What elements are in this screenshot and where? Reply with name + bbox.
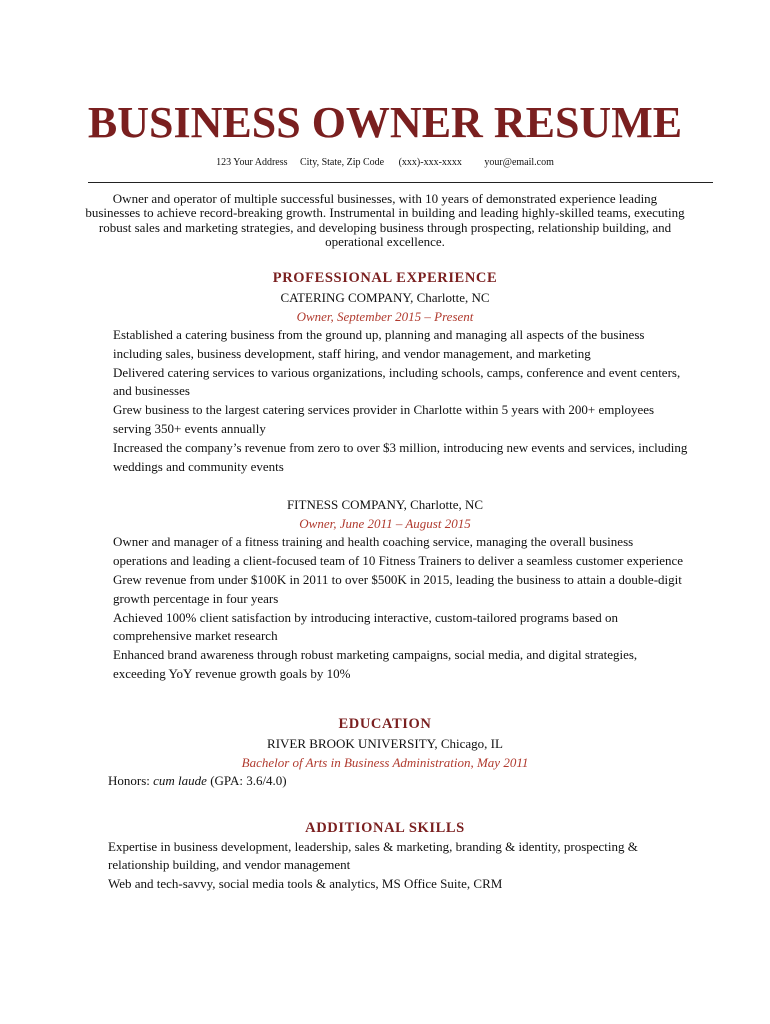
education-bullets: [0, 772, 770, 791]
honors-value: cum laude: [153, 772, 207, 788]
list-item: [0, 326, 770, 364]
summary-paragraph: Owner and operator of multiple successful businesses, with 10 years of demonstrated experience leading businesses to achieve record-breaking growth. Instrumental in building and leading highly-skilled teams, executing robust sales and marketing strategies, and developing business through prospecting, relationship building, and operational excellence.: [85, 191, 685, 250]
contact-city: City, State, Zip Code: [300, 157, 385, 168]
bullet-text: Grew business to the largest catering services provider in Charlotte within 5 years with 200+ employees serving 350+ events annually: [113, 402, 655, 436]
skills-section-title: ADDITIONAL SKILLS: [305, 819, 465, 836]
job-company: CATERING COMPANY, Charlotte, NC: [280, 290, 490, 305]
contact-phone: (xxx)-xxx-xxxx: [398, 157, 462, 168]
bullet-text: Owner and manager of a fitness training and health coaching service, managing the overall business operations and leading a client-focused team of 10 Fitness Trainers to deliver a seamless customer experience: [113, 534, 684, 569]
bullet-text: Web and tech-savvy, social media tools & analytics, MS Office Suite, CRM: [108, 876, 503, 892]
school-name: RIVER BROOK UNIVERSITY, Chicago, IL: [267, 735, 503, 751]
list-item: [0, 364, 770, 402]
job-bullets: [0, 533, 770, 683]
list-item: [0, 772, 770, 791]
list-item: [0, 609, 770, 647]
list-item: [0, 838, 770, 876]
bullet-text: Expertise in business development, leadership, sales & marketing, branding & identity, prospecting & relationship building, and vendor management: [108, 838, 638, 873]
contact-email[interactable]: your@email.com: [484, 157, 554, 168]
bullet-text: Grew revenue from under $100K in 2011 to over $500K in 2015, leading the business to attain a double-digit growth percentage in four years: [113, 571, 682, 606]
bullet-text: Enhanced brand awareness through robust marketing campaigns, social media, and digital strategies, exceeding YoY revenue growth goals by 10%: [113, 647, 638, 681]
honors-label: Honors:: [108, 772, 154, 788]
education-section-title: EDUCATION: [338, 715, 432, 732]
job-role: Owner, September 2015 – Present: [296, 309, 474, 324]
list-item: [0, 439, 770, 477]
list-item: [0, 571, 770, 609]
list-item: [0, 875, 770, 894]
header-divider: [88, 182, 713, 183]
honors-gpa: (GPA: 3.6/4.0): [206, 772, 287, 788]
degree: Bachelor of Arts in Business Administration, May 2011: [241, 754, 529, 770]
skills-bullets: [0, 838, 770, 894]
contact-address: 123 Your Address: [216, 157, 288, 168]
resume-content: [0, 268, 770, 894]
bullet-text: Increased the company’s revenue from zero to over $3 million, introducing new events and services, including weddings and community events: [113, 439, 688, 474]
bullet-text: Established a catering business from the ground up, planning and managing all aspects of the business including sales, business development, staff hiring, and vendor management, and marketing: [113, 327, 645, 361]
list-item: [0, 646, 770, 684]
resume-title: BUSINESS OWNER RESUME: [87, 98, 683, 147]
list-item: [0, 401, 770, 439]
job-bullets: [0, 326, 770, 476]
job-role: Owner, June 2011 – August 2015: [299, 516, 471, 532]
bullet-text: Achieved 100% client satisfaction by introducing interactive, custom-tailored programs based on comprehensive market research: [113, 609, 619, 644]
bullet-text: Delivered catering services to various organizations, including schools, camps, conference and event centers, and businesses: [113, 364, 681, 399]
job-company: FITNESS COMPANY, Charlotte, NC: [286, 497, 484, 513]
list-item: [0, 533, 770, 571]
contact-line: [0, 157, 770, 169]
experience-section-title: PROFESSIONAL EXPERIENCE: [272, 270, 498, 286]
